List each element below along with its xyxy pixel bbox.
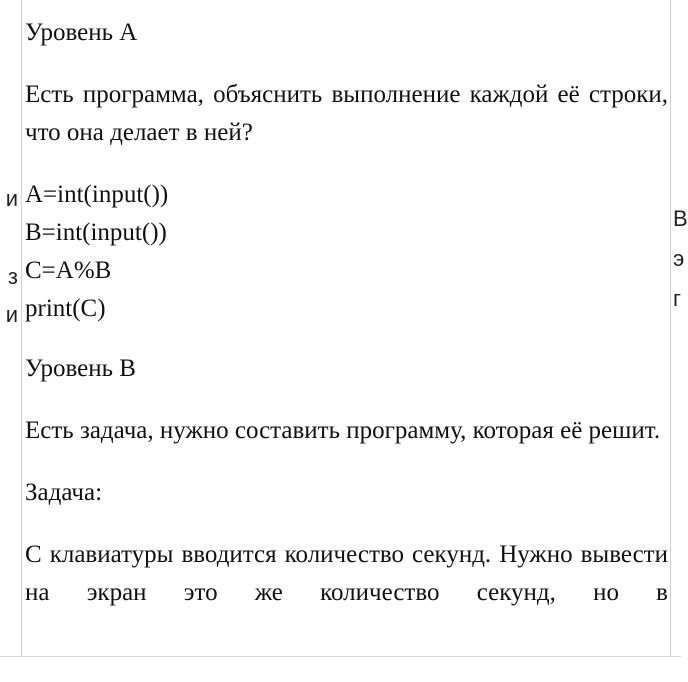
code-line: C=A%B [25, 257, 112, 284]
level-a-heading: Уровень А [25, 19, 138, 46]
left-fragment-3: и [5, 302, 18, 327]
left-fragment-1: и [5, 186, 18, 211]
code-listing [25, 176, 668, 328]
level-b-heading: Уровень В [25, 355, 136, 382]
code-line: print(C) [25, 295, 106, 322]
right-fragment-2: э [673, 246, 685, 271]
right-column-cut-text [673, 0, 688, 657]
task-cell-content [25, 14, 668, 636]
left-column-cut-text [0, 0, 20, 657]
problem-text: С клавиатуры вводится количество секунд. Нужно вывести на экран это же количество секунд, но в [25, 541, 668, 606]
code-line: B=int(input()) [25, 219, 167, 246]
code-line: A=int(input()) [25, 181, 169, 208]
table-cell-bottom-border [0, 656, 681, 657]
level-a-task-text: Есть программа, объяснить выполнение каждой её строки, что она делает в ней? [25, 81, 668, 146]
right-fragment-3: г [673, 286, 682, 311]
right-fragment-1: В [673, 206, 688, 231]
table-cell-right-border [670, 0, 671, 657]
problem-label: Задача: [25, 479, 103, 506]
table-cell-left-border [21, 0, 22, 657]
level-b-task-text: Есть задача, нужно составить программу, которая её решит. [25, 417, 661, 444]
left-fragment-2: з [7, 264, 18, 289]
